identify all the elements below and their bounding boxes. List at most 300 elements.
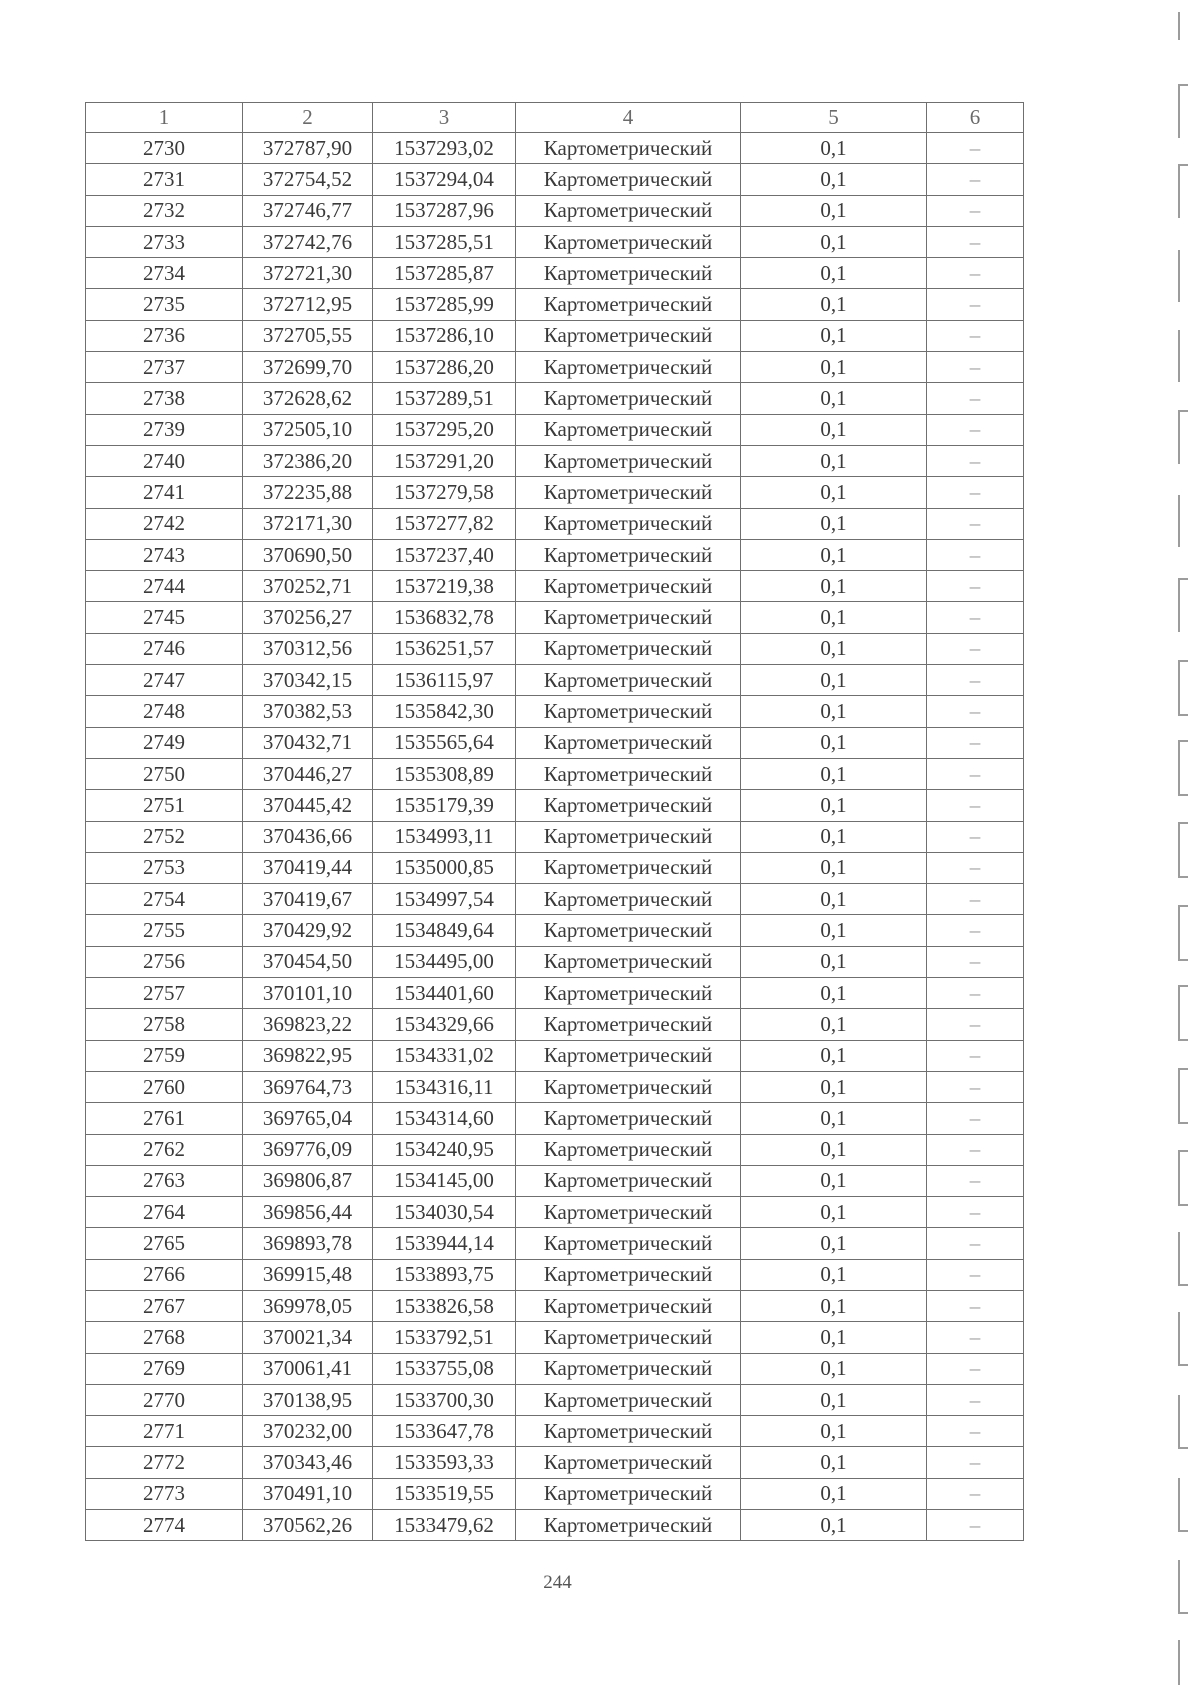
accuracy-cell: 0,1 [741, 915, 927, 946]
table-row [86, 133, 1024, 164]
table-row [86, 1510, 1024, 1541]
scan-edge-mark [1178, 985, 1188, 1041]
point-number-cell: 2740 [86, 445, 243, 476]
note-cell: – [927, 1416, 1024, 1447]
table-row [86, 1165, 1024, 1196]
method-cell: Картометрический [516, 633, 741, 664]
method-cell: Картометрический [516, 1290, 741, 1321]
method-cell: Картометрический [516, 571, 741, 602]
accuracy-cell: 0,1 [741, 1353, 927, 1384]
y-coordinate-cell: 1534316,11 [373, 1071, 516, 1102]
method-cell: Картометрический [516, 414, 741, 445]
accuracy-cell: 0,1 [741, 1259, 927, 1290]
y-coordinate-cell: 1535308,89 [373, 758, 516, 789]
table-row [86, 1071, 1024, 1102]
accuracy-cell: 0,1 [741, 884, 927, 915]
accuracy-cell: 0,1 [741, 665, 927, 696]
accuracy-cell: 0,1 [741, 1197, 927, 1228]
table-row [86, 289, 1024, 320]
scan-edge-mark [1178, 410, 1188, 464]
note-cell: – [927, 602, 1024, 633]
point-number-cell: 2773 [86, 1478, 243, 1509]
method-cell: Картометрический [516, 1009, 741, 1040]
table-row [86, 633, 1024, 664]
note-cell: – [927, 978, 1024, 1009]
y-coordinate-cell: 1534849,64 [373, 915, 516, 946]
table-row [86, 852, 1024, 883]
x-coordinate-cell: 372171,30 [243, 508, 373, 539]
table-row [86, 195, 1024, 226]
accuracy-cell: 0,1 [741, 1134, 927, 1165]
point-number-cell: 2730 [86, 133, 243, 164]
y-coordinate-cell: 1533700,30 [373, 1384, 516, 1415]
column-header: 4 [516, 103, 741, 133]
note-cell: – [927, 477, 1024, 508]
accuracy-cell: 0,1 [741, 508, 927, 539]
x-coordinate-cell: 370382,53 [243, 696, 373, 727]
accuracy-cell: 0,1 [741, 633, 927, 664]
method-cell: Картометрический [516, 821, 741, 852]
note-cell: – [927, 1040, 1024, 1071]
x-coordinate-cell: 370429,92 [243, 915, 373, 946]
note-cell: – [927, 352, 1024, 383]
method-cell: Картометрический [516, 602, 741, 633]
point-number-cell: 2754 [86, 884, 243, 915]
point-number-cell: 2739 [86, 414, 243, 445]
accuracy-cell: 0,1 [741, 790, 927, 821]
note-cell: – [927, 1071, 1024, 1102]
method-cell: Картометрический [516, 1416, 741, 1447]
point-number-cell: 2737 [86, 352, 243, 383]
point-number-cell: 2753 [86, 852, 243, 883]
x-coordinate-cell: 369978,05 [243, 1290, 373, 1321]
point-number-cell: 2755 [86, 915, 243, 946]
table-row [86, 383, 1024, 414]
table-body [86, 133, 1024, 1541]
point-number-cell: 2735 [86, 289, 243, 320]
x-coordinate-cell: 372742,76 [243, 226, 373, 257]
method-cell: Картометрический [516, 1384, 741, 1415]
accuracy-cell: 0,1 [741, 258, 927, 289]
y-coordinate-cell: 1533944,14 [373, 1228, 516, 1259]
table-row [86, 477, 1024, 508]
y-coordinate-cell: 1534329,66 [373, 1009, 516, 1040]
method-cell: Картометрический [516, 226, 741, 257]
note-cell: – [927, 539, 1024, 570]
table-row [86, 884, 1024, 915]
accuracy-cell: 0,1 [741, 195, 927, 226]
scan-edge-mark [1178, 578, 1188, 632]
x-coordinate-cell: 372746,77 [243, 195, 373, 226]
table-row [86, 915, 1024, 946]
table-row [86, 258, 1024, 289]
point-number-cell: 2746 [86, 633, 243, 664]
note-cell: – [927, 696, 1024, 727]
point-number-cell: 2750 [86, 758, 243, 789]
accuracy-cell: 0,1 [741, 1510, 927, 1541]
y-coordinate-cell: 1534993,11 [373, 821, 516, 852]
y-coordinate-cell: 1534997,54 [373, 884, 516, 915]
scan-edge-mark [1178, 84, 1188, 138]
point-number-cell: 2769 [86, 1353, 243, 1384]
x-coordinate-cell: 370454,50 [243, 946, 373, 977]
accuracy-cell: 0,1 [741, 852, 927, 883]
note-cell: – [927, 445, 1024, 476]
x-coordinate-cell: 372628,62 [243, 383, 373, 414]
table-row [86, 164, 1024, 195]
note-cell: – [927, 414, 1024, 445]
accuracy-cell: 0,1 [741, 445, 927, 476]
table-row [86, 1259, 1024, 1290]
note-cell: – [927, 226, 1024, 257]
note-cell: – [927, 1228, 1024, 1259]
x-coordinate-cell: 370491,10 [243, 1478, 373, 1509]
scan-edge-mark [1178, 1395, 1188, 1449]
table-row [86, 602, 1024, 633]
x-coordinate-cell: 372505,10 [243, 414, 373, 445]
scan-edge-mark [1178, 1150, 1188, 1206]
accuracy-cell: 0,1 [741, 1384, 927, 1415]
x-coordinate-cell: 372705,55 [243, 320, 373, 351]
note-cell: – [927, 1134, 1024, 1165]
scan-edge-mark [1178, 822, 1188, 878]
method-cell: Картометрический [516, 978, 741, 1009]
table-header-row [86, 103, 1024, 133]
note-cell: – [927, 320, 1024, 351]
x-coordinate-cell: 370101,10 [243, 978, 373, 1009]
note-cell: – [927, 758, 1024, 789]
point-number-cell: 2748 [86, 696, 243, 727]
method-cell: Картометрический [516, 946, 741, 977]
point-number-cell: 2749 [86, 727, 243, 758]
method-cell: Картометрический [516, 133, 741, 164]
accuracy-cell: 0,1 [741, 383, 927, 414]
table-row [86, 320, 1024, 351]
method-cell: Картометрический [516, 508, 741, 539]
point-number-cell: 2747 [86, 665, 243, 696]
column-header: 3 [373, 103, 516, 133]
point-number-cell: 2770 [86, 1384, 243, 1415]
note-cell: – [927, 164, 1024, 195]
point-number-cell: 2760 [86, 1071, 243, 1102]
y-coordinate-cell: 1537279,58 [373, 477, 516, 508]
table-row [86, 1416, 1024, 1447]
note-cell: – [927, 195, 1024, 226]
method-cell: Картометрический [516, 1447, 741, 1478]
method-cell: Картометрический [516, 665, 741, 696]
point-number-cell: 2744 [86, 571, 243, 602]
y-coordinate-cell: 1536251,57 [373, 633, 516, 664]
accuracy-cell: 0,1 [741, 571, 927, 602]
x-coordinate-cell: 369764,73 [243, 1071, 373, 1102]
y-coordinate-cell: 1537289,51 [373, 383, 516, 414]
accuracy-cell: 0,1 [741, 1071, 927, 1102]
method-cell: Картометрический [516, 1040, 741, 1071]
y-coordinate-cell: 1534314,60 [373, 1103, 516, 1134]
x-coordinate-cell: 369822,95 [243, 1040, 373, 1071]
note-cell: – [927, 852, 1024, 883]
note-cell: – [927, 1322, 1024, 1353]
y-coordinate-cell: 1533755,08 [373, 1353, 516, 1384]
y-coordinate-cell: 1535565,64 [373, 727, 516, 758]
accuracy-cell: 0,1 [741, 133, 927, 164]
y-coordinate-cell: 1535000,85 [373, 852, 516, 883]
y-coordinate-cell: 1534495,00 [373, 946, 516, 977]
scan-edge-mark [1178, 495, 1188, 547]
column-header: 1 [86, 103, 243, 133]
accuracy-cell: 0,1 [741, 1228, 927, 1259]
table-row [86, 445, 1024, 476]
point-number-cell: 2738 [86, 383, 243, 414]
note-cell: – [927, 1259, 1024, 1290]
table-row [86, 946, 1024, 977]
table-row [86, 665, 1024, 696]
accuracy-cell: 0,1 [741, 1416, 927, 1447]
x-coordinate-cell: 369893,78 [243, 1228, 373, 1259]
y-coordinate-cell: 1533593,33 [373, 1447, 516, 1478]
x-coordinate-cell: 370562,26 [243, 1510, 373, 1541]
x-coordinate-cell: 372699,70 [243, 352, 373, 383]
note-cell: – [927, 915, 1024, 946]
note-cell: – [927, 946, 1024, 977]
accuracy-cell: 0,1 [741, 1165, 927, 1196]
scan-edge-mark [1178, 660, 1188, 716]
accuracy-cell: 0,1 [741, 696, 927, 727]
method-cell: Картометрический [516, 1071, 741, 1102]
note-cell: – [927, 1197, 1024, 1228]
point-number-cell: 2756 [86, 946, 243, 977]
point-number-cell: 2763 [86, 1165, 243, 1196]
method-cell: Картометрический [516, 445, 741, 476]
scan-edge-mark [1178, 250, 1188, 302]
point-number-cell: 2762 [86, 1134, 243, 1165]
table-row [86, 226, 1024, 257]
point-number-cell: 2759 [86, 1040, 243, 1071]
scan-edge-mark [1178, 740, 1188, 796]
point-number-cell: 2771 [86, 1416, 243, 1447]
column-header: 2 [243, 103, 373, 133]
method-cell: Картометрический [516, 539, 741, 570]
note-cell: – [927, 258, 1024, 289]
accuracy-cell: 0,1 [741, 978, 927, 1009]
point-number-cell: 2761 [86, 1103, 243, 1134]
point-number-cell: 2732 [86, 195, 243, 226]
point-number-cell: 2742 [86, 508, 243, 539]
x-coordinate-cell: 370061,41 [243, 1353, 373, 1384]
method-cell: Картометрический [516, 1103, 741, 1134]
y-coordinate-cell: 1533893,75 [373, 1259, 516, 1290]
method-cell: Картометрический [516, 696, 741, 727]
y-coordinate-cell: 1535842,30 [373, 696, 516, 727]
point-number-cell: 2751 [86, 790, 243, 821]
x-coordinate-cell: 369915,48 [243, 1259, 373, 1290]
column-header: 6 [927, 103, 1024, 133]
point-number-cell: 2768 [86, 1322, 243, 1353]
y-coordinate-cell: 1534331,02 [373, 1040, 516, 1071]
note-cell: – [927, 1478, 1024, 1509]
note-cell: – [927, 1447, 1024, 1478]
table-row [86, 1353, 1024, 1384]
accuracy-cell: 0,1 [741, 758, 927, 789]
y-coordinate-cell: 1533519,55 [373, 1478, 516, 1509]
accuracy-cell: 0,1 [741, 1040, 927, 1071]
accuracy-cell: 0,1 [741, 320, 927, 351]
x-coordinate-cell: 370419,44 [243, 852, 373, 883]
point-number-cell: 2736 [86, 320, 243, 351]
table-row [86, 1040, 1024, 1071]
method-cell: Картометрический [516, 195, 741, 226]
y-coordinate-cell: 1534145,00 [373, 1165, 516, 1196]
table-row [86, 1447, 1024, 1478]
y-coordinate-cell: 1536115,97 [373, 665, 516, 696]
method-cell: Картометрический [516, 1478, 741, 1509]
scan-edge-mark [1178, 1312, 1188, 1366]
accuracy-cell: 0,1 [741, 1322, 927, 1353]
method-cell: Картометрический [516, 1322, 741, 1353]
x-coordinate-cell: 370445,42 [243, 790, 373, 821]
point-number-cell: 2733 [86, 226, 243, 257]
method-cell: Картометрический [516, 289, 741, 320]
y-coordinate-cell: 1537286,10 [373, 320, 516, 351]
column-header: 5 [741, 103, 927, 133]
scan-edge-mark [1178, 164, 1188, 218]
table-row [86, 352, 1024, 383]
method-cell: Картометрический [516, 727, 741, 758]
point-number-cell: 2764 [86, 1197, 243, 1228]
note-cell: – [927, 1510, 1024, 1541]
y-coordinate-cell: 1537286,20 [373, 352, 516, 383]
x-coordinate-cell: 369806,87 [243, 1165, 373, 1196]
scan-edge-mark [1178, 1478, 1188, 1532]
table-row [86, 758, 1024, 789]
note-cell: – [927, 383, 1024, 414]
scan-edge-mark [1178, 1640, 1188, 1685]
method-cell: Картометрический [516, 1510, 741, 1541]
y-coordinate-cell: 1537285,51 [373, 226, 516, 257]
x-coordinate-cell: 370419,67 [243, 884, 373, 915]
accuracy-cell: 0,1 [741, 1478, 927, 1509]
x-coordinate-cell: 372386,20 [243, 445, 373, 476]
accuracy-cell: 0,1 [741, 539, 927, 570]
x-coordinate-cell: 369776,09 [243, 1134, 373, 1165]
y-coordinate-cell: 1537285,99 [373, 289, 516, 320]
method-cell: Картометрический [516, 1165, 741, 1196]
point-number-cell: 2734 [86, 258, 243, 289]
y-coordinate-cell: 1537277,82 [373, 508, 516, 539]
note-cell: – [927, 884, 1024, 915]
method-cell: Картометрический [516, 383, 741, 414]
scan-edge-mark [1178, 1232, 1188, 1286]
accuracy-cell: 0,1 [741, 727, 927, 758]
scan-edge-mark [1178, 905, 1188, 961]
y-coordinate-cell: 1537294,04 [373, 164, 516, 195]
point-number-cell: 2765 [86, 1228, 243, 1259]
y-coordinate-cell: 1537293,02 [373, 133, 516, 164]
coordinates-table [85, 102, 1024, 1541]
table-row [86, 727, 1024, 758]
note-cell: – [927, 790, 1024, 821]
point-number-cell: 2774 [86, 1510, 243, 1541]
point-number-cell: 2772 [86, 1447, 243, 1478]
x-coordinate-cell: 370312,56 [243, 633, 373, 664]
point-number-cell: 2743 [86, 539, 243, 570]
table-row [86, 978, 1024, 1009]
accuracy-cell: 0,1 [741, 1103, 927, 1134]
y-coordinate-cell: 1534401,60 [373, 978, 516, 1009]
point-number-cell: 2757 [86, 978, 243, 1009]
x-coordinate-cell: 372787,90 [243, 133, 373, 164]
table-row [86, 821, 1024, 852]
y-coordinate-cell: 1533792,51 [373, 1322, 516, 1353]
method-cell: Картометрический [516, 790, 741, 821]
note-cell: – [927, 1103, 1024, 1134]
note-cell: – [927, 133, 1024, 164]
x-coordinate-cell: 369856,44 [243, 1197, 373, 1228]
accuracy-cell: 0,1 [741, 477, 927, 508]
method-cell: Картометрический [516, 884, 741, 915]
accuracy-cell: 0,1 [741, 1290, 927, 1321]
method-cell: Картометрический [516, 258, 741, 289]
note-cell: – [927, 289, 1024, 320]
note-cell: – [927, 1384, 1024, 1415]
x-coordinate-cell: 370342,15 [243, 665, 373, 696]
point-number-cell: 2731 [86, 164, 243, 195]
table-row [86, 1009, 1024, 1040]
y-coordinate-cell: 1534030,54 [373, 1197, 516, 1228]
y-coordinate-cell: 1537291,20 [373, 445, 516, 476]
x-coordinate-cell: 372235,88 [243, 477, 373, 508]
x-coordinate-cell: 370256,27 [243, 602, 373, 633]
point-number-cell: 2758 [86, 1009, 243, 1040]
x-coordinate-cell: 370432,71 [243, 727, 373, 758]
method-cell: Картометрический [516, 320, 741, 351]
x-coordinate-cell: 372754,52 [243, 164, 373, 195]
note-cell: – [927, 633, 1024, 664]
table-row [86, 539, 1024, 570]
table-row [86, 1103, 1024, 1134]
scan-edge-mark [1178, 1560, 1188, 1614]
y-coordinate-cell: 1534240,95 [373, 1134, 516, 1165]
page-number: 244 [543, 1572, 572, 1593]
y-coordinate-cell: 1537295,20 [373, 414, 516, 445]
accuracy-cell: 0,1 [741, 414, 927, 445]
y-coordinate-cell: 1533826,58 [373, 1290, 516, 1321]
note-cell: – [927, 821, 1024, 852]
note-cell: – [927, 1165, 1024, 1196]
method-cell: Картометрический [516, 164, 741, 195]
x-coordinate-cell: 369765,04 [243, 1103, 373, 1134]
table-row [86, 1228, 1024, 1259]
x-coordinate-cell: 369823,22 [243, 1009, 373, 1040]
accuracy-cell: 0,1 [741, 226, 927, 257]
y-coordinate-cell: 1537237,40 [373, 539, 516, 570]
y-coordinate-cell: 1537219,38 [373, 571, 516, 602]
accuracy-cell: 0,1 [741, 352, 927, 383]
y-coordinate-cell: 1535179,39 [373, 790, 516, 821]
method-cell: Картометрический [516, 1259, 741, 1290]
method-cell: Картометрический [516, 352, 741, 383]
table-row [86, 571, 1024, 602]
x-coordinate-cell: 370690,50 [243, 539, 373, 570]
accuracy-cell: 0,1 [741, 164, 927, 195]
note-cell: – [927, 665, 1024, 696]
x-coordinate-cell: 372721,30 [243, 258, 373, 289]
note-cell: – [927, 1290, 1024, 1321]
point-number-cell: 2741 [86, 477, 243, 508]
accuracy-cell: 0,1 [741, 821, 927, 852]
table-row [86, 1384, 1024, 1415]
point-number-cell: 2767 [86, 1290, 243, 1321]
